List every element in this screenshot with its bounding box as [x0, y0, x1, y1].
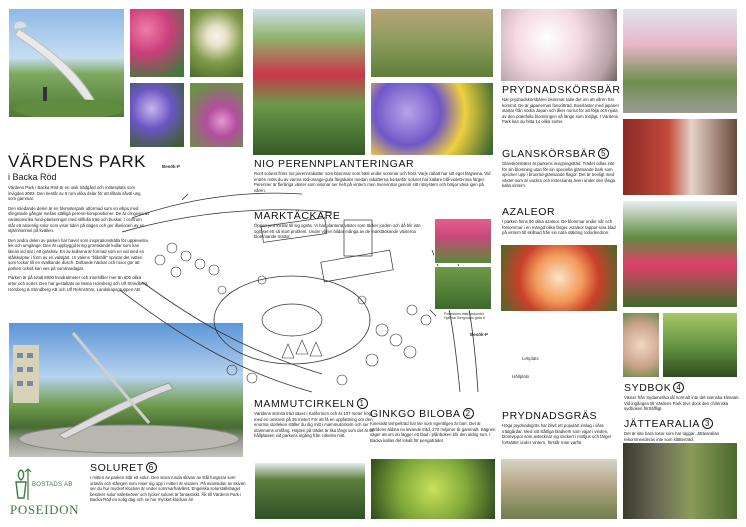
- coneflower-photo: [189, 8, 244, 78]
- perennial-garden-photo: [252, 8, 366, 156]
- grass-field-photo: [370, 8, 494, 78]
- poseidon-logo: [8, 468, 78, 522]
- intro-paragraph-1: Värdens Park i Backa Röd är en unik trädgård och mötesplats som invigdes 2003. Den består av 9 rum olika delar för att tilltala såväl ung som gammal.: [8, 185, 141, 202]
- mammut-text: Världens största träd växer i Kalifornien och är 107 meter högt med en omkrets på 35 meter! För att få en uppfattning om den enorma storleken ställer du dig mitt i mammutcirkeln och ser stammens omfång. Höjden på trädet är lika långt som det är till hållplatsen vid parkens ingång från cirkelns mitt.: [254, 411, 374, 439]
- jattearalia-section: [624, 418, 740, 442]
- map-label-besok-right: Besök-P: [470, 332, 489, 337]
- glanskorsbar-text: Glanskörsbäret är parkens invigningsträd. Trädet odlas inte för sin blomning utan för sin speciella glänsande bark som spricker upp i brunröd-glänsande flagor. Det är trevligt med växter som är vackra och intressanta även under den långa kalla vintern.: [502, 161, 615, 189]
- solur-section: [90, 462, 246, 503]
- sydbok-number-badge: 4: [673, 382, 684, 393]
- jattearalia-number-badge: 3: [702, 418, 713, 429]
- mammut-section: [254, 398, 378, 439]
- map-label-address: Poseidons distriktskontor Hjalmar Bergmans gata 6: [444, 312, 485, 320]
- prydnadskorsbar-section: [502, 84, 620, 125]
- ginkgo-leaves-photo: [370, 458, 496, 520]
- azaleor-title: AZALEOR: [502, 206, 556, 218]
- ginkgo-number-badge: 2: [463, 408, 474, 419]
- aralia-leaves-photo: [662, 312, 738, 378]
- intro-paragraph-2: Den inledande delen är en blomsterpark utformad som en ellips med slingrande gångar mellan ställiga perenn-kompositioner. De är omgivna av variationsrika fund-planteringar med stilfulla träd och buskar. I centrum står ett ansenlig solur som visar tiden på dagen och ger illusionen av en stjärnhimmel på kvällen.: [8, 205, 150, 234]
- perenn-title: NIO PERENNPLANTERINGAR: [254, 158, 415, 170]
- solur-number-badge: 6: [146, 462, 157, 473]
- page-title: VÄRDENS PARK: [8, 152, 146, 171]
- prydnadsgras-section: [502, 410, 620, 445]
- blue-flowers-photo: [129, 82, 185, 148]
- solur-title: SOLURET: [90, 462, 144, 474]
- prydnadskorsbar-title: PRYDNADSKÖRSBÄR: [502, 84, 621, 96]
- azalea-photo: [500, 244, 618, 312]
- glanskorsbar-section: [502, 148, 620, 189]
- map-label-lekplats: Lekplats: [522, 356, 539, 361]
- mammut-title: MAMMUTCIRKELN: [254, 398, 355, 410]
- intro-paragraph-3: Den andra delen av parken har havet som inspirationskälla för upplevelse, lek och umgänge. Den är uppbyggd kring grönskande kullar som kan liknas vid öar i ett gräshav. En av kullarna är formad som en val med en stålskulptur i form av en valstjärt. Ur valens "blåshål" sprutar det vatten som lockar till en svalkande dusch. Doftande häckar och rosor gör att parken också kan ses på sommardagar.: [8, 237, 150, 271]
- ground-cover-photo: [434, 266, 492, 310]
- prydnadskorsbar-text: När prydnadskörsbären blommar talar det om att våren har kommit. De är japanernas favoritträd. Busslaster med japaner startar från södra Japan och åker norrut för att följa och njuta av den praktfulla blomningen så länge som möjligt. I Värdens Park kan du hitta 14 olika sorter.: [502, 97, 620, 125]
- bark-closeup-photo: [622, 118, 738, 196]
- ginkgo-text: Kinesiskt tempelträd har lite som egentligen är barr. Det är världens äldsta nu levande träd, 270 miljoner år gammalt. Sägnen säger att om du lägger ett blad i plånboken blir den aldrig tom. I Backa kallas det lokalt för pengaträdet.: [370, 421, 496, 443]
- phlox-photo: [370, 82, 494, 156]
- intro-paragraph-4: Parken är på totalt 8000 kvadratmeter och innehåller mer än 600 olika arter och sorter. Den har gestaltats av Mona Holmberg och Ulf Strindberg, Homberg & Strindberg AB och Ulf Rehnström, Landskapsgruppen AB.: [8, 275, 149, 292]
- jattearalia-title: JÄTTEARALIA: [624, 418, 701, 430]
- whale-tail-photo: [8, 8, 125, 118]
- ginkgo-section: [370, 408, 498, 443]
- glanskorsbar-number-badge: 5: [598, 148, 609, 159]
- sydbok-tree-photo: [622, 200, 738, 308]
- glanskorsbar-title: GLANSKÖRSBÄR: [502, 148, 597, 160]
- marktackare-title: MARKTÄCKARE: [254, 210, 341, 222]
- solur-text: I mitten av parken står ett solur. Den stora runda skivan av stål fungerar som urtavla och stången som reser sig upp i mitten är visaren. På ovansidan av skivan ser du hur mycket klockan är under sommarhalvåret. Engelska solurstallsbaget besöker solur vallekeöver och tycker soluret är fantastiskt. Åk till Värdens Park i Backa Röd en solig dag och se hur mycket klockan är!: [90, 475, 246, 503]
- marktackare-section: [254, 210, 424, 240]
- logo-line-2: POSEIDON: [10, 502, 80, 517]
- jattearalia-text: Det är inte bara rosor som har taggar. Jättearalian rekommenderas inte som klätterträd.: [624, 431, 720, 442]
- ornamental-grass-photo: [500, 458, 618, 520]
- map-label-besok-top: Besök-P: [162, 164, 181, 169]
- page-subtitle: i Backa Röd: [8, 172, 57, 182]
- sydbok-section: [624, 382, 740, 412]
- marktackare-text: Öppen jord lockar till sig ogräs. Vi har planterat växter som täcker jorden och då blir inte ogräset ett så stort problem. Under våren bildar många av de marktäckande växterna blommande mattor.: [254, 223, 421, 240]
- child-face-photo: [622, 312, 660, 378]
- logo-line-1: BOSTADS AB: [32, 482, 73, 488]
- tree-trunk-photo: [622, 442, 738, 520]
- sydbok-text: Växter från Sydamerika tål normalt inte det svenska klimatet. Vid ingången till Värdens Park trivs dock den chilenska sydboken förträffligt.: [624, 395, 740, 412]
- azaleor-section: [502, 206, 620, 236]
- cherry-blossom-photo: [500, 8, 618, 82]
- mammut-number-badge: 1: [357, 398, 368, 409]
- poseidon-figure-icon: [10, 468, 32, 502]
- pink-flowers-photo: [129, 8, 185, 78]
- whale-sculpture-small-photo: [434, 218, 492, 264]
- allium-photo: [189, 82, 244, 148]
- prydnadsgras-text: Höga prydnadsgräs har blivit ett populärt inslag i våra trädgårdar. Med sitt ståtliga bladverk som vajar i vinden, blomvippor som avtecknar sig vackert i motljus och färger fortsätter under vintern, förstår man varför.: [502, 423, 612, 445]
- map-label-hallplats: Hållplats: [512, 374, 530, 379]
- sydbok-title: SYDBOK: [624, 382, 672, 394]
- cherry-tree-park-photo: [622, 8, 738, 114]
- prydnadsgras-title: PRYDNADSGRÄS: [502, 410, 598, 422]
- sequoia-photo: [254, 462, 366, 520]
- perenn-text: Runt soluret finns nio perennrabatter som blommar som bäst under sommar och höst. Varje rabatt har sitt eget färgtema. Vid entrén möts du av varma röd-orange-gula färgskalor medan rabatterna bortanför soluret har kallare blå-violett-rosa färger. Perenner är fleråriga växter som vissnar ner helt på vintern men övervintrar genom sitt rotsystem och börjar växa igen på våren.: [254, 171, 491, 193]
- azaleor-text: I parken finns 50 olika azaleor. De blommar under vår och försommar i en mängd olika färger. Azaleor tappar sina blad på vintern till skillnad från sin nära släkting rododendron.: [502, 219, 616, 236]
- ginkgo-title: GINKGO BILOBA: [370, 408, 461, 420]
